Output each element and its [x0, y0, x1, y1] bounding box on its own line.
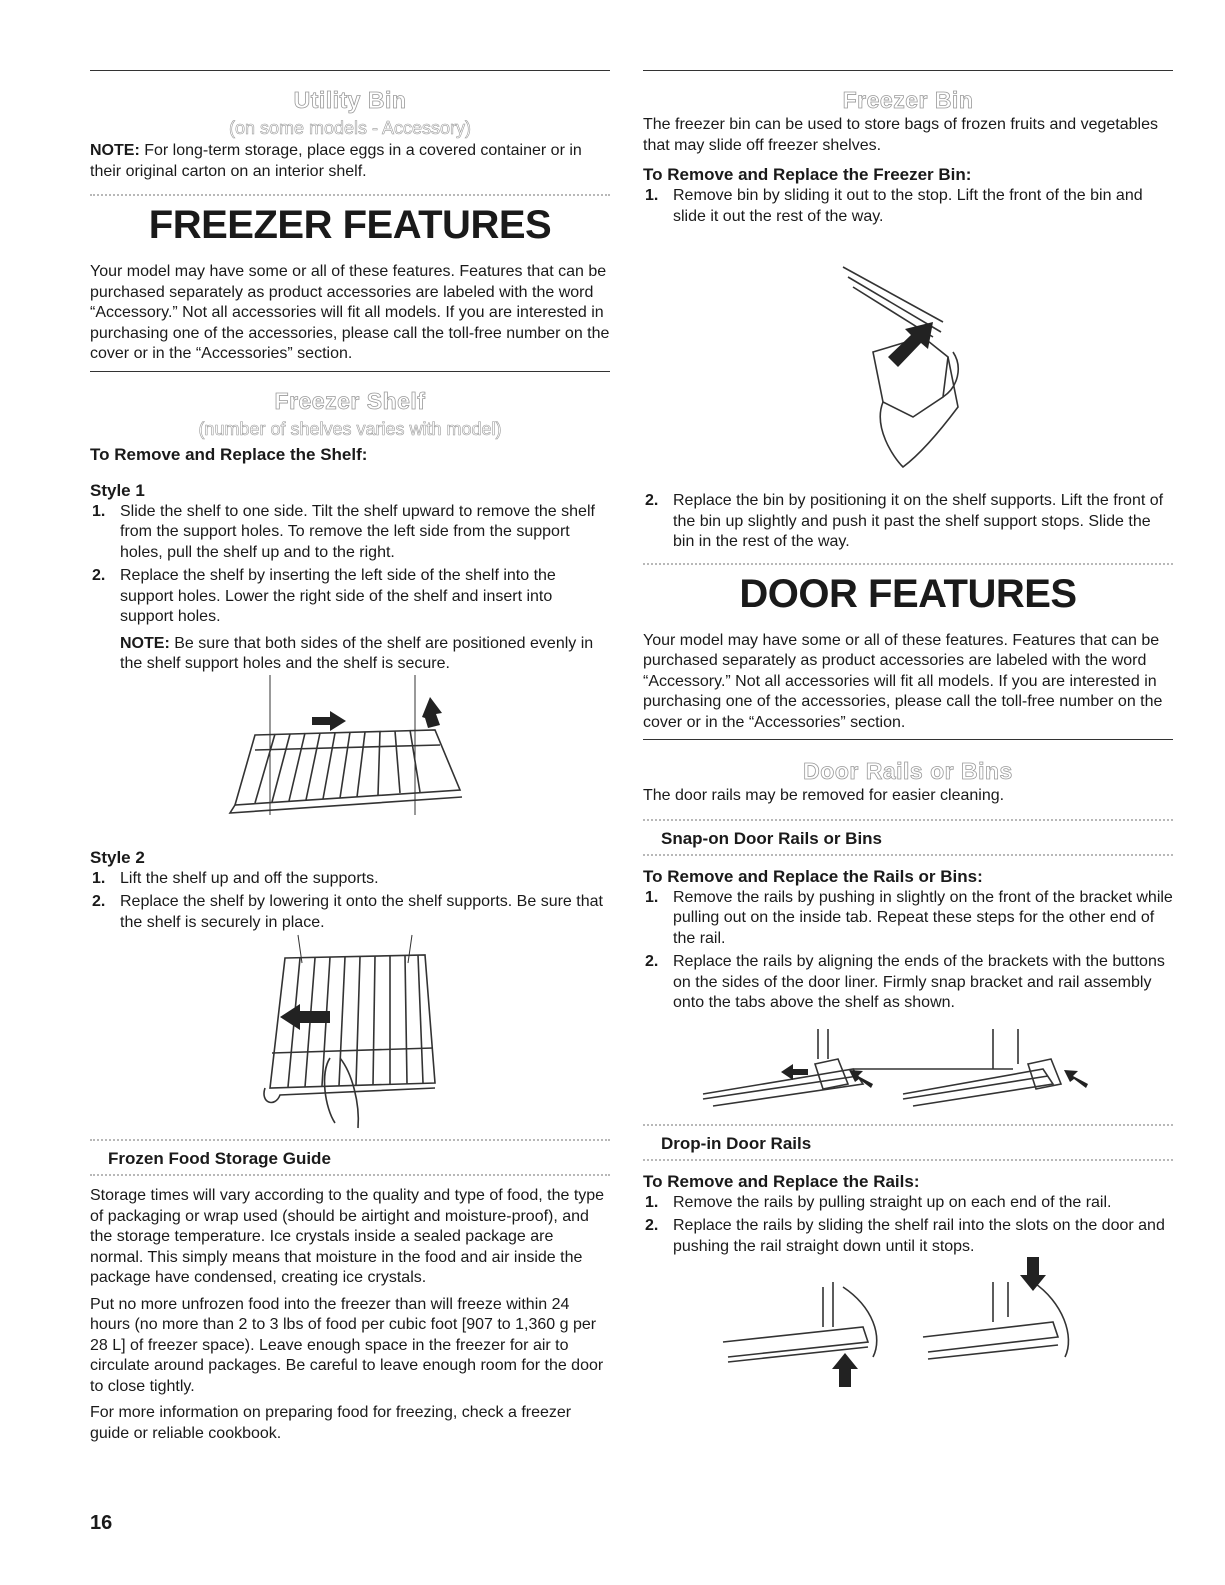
- frozen-guide-paragraph-3: For more information on preparing food for freezing, check a freezer guide or reliable cookbook.: [90, 1404, 572, 1442]
- dropin-title: Drop-in Door Rails: [661, 1133, 812, 1153]
- arrow-up-icon: [832, 1353, 858, 1387]
- arrow-left-icon: [1064, 1070, 1088, 1088]
- utility-bin-title: Utility Bin: [293, 87, 407, 113]
- list-item: 1. Lift the shelf up and off the supports.: [92, 869, 379, 887]
- freezer-features-title: FREEZER FEATURES: [148, 203, 552, 247]
- freezer-bin-steps-a: [643, 186, 1173, 227]
- freezer-bin-steps-b: [643, 491, 1173, 553]
- style1-note: NOTE: Be sure that both sides of the shelf are positioned evenly in the shelf support holes and the shelf is secure.: [120, 634, 594, 672]
- snapon-steps: [643, 888, 1173, 1014]
- list-item: 1. Slide the shelf to one side. Tilt the shelf upward to remove the shelf from the support holes. To remove the left side from the support holes, pull the shelf up and to the right.: [92, 502, 595, 561]
- freezer-bin-title: Freezer Bin: [842, 87, 974, 113]
- freezer-features-intro: Your model may have some or all of these features. Features that can be purchased separately as product accessories are labeled with the word “Accessory.” Not all accessories will fit all models. If you are interested in purchasing one of the accessories, please call the toll-free number on the cover or in the “Accessories” section.: [90, 263, 610, 362]
- style1-steps: [90, 502, 610, 675]
- arrow-right-icon: [312, 711, 346, 731]
- dropin-heading: To Remove and Replace the Rails:: [643, 1171, 920, 1191]
- snapon-heading: To Remove and Replace the Rails or Bins:: [643, 866, 983, 886]
- style2-steps: [90, 869, 610, 934]
- list-item: 2. Replace the shelf by inserting the left side of the shelf into the support holes. Lower the right side of the shelf and insert into support holes.: [92, 567, 556, 625]
- list-item: 2. Replace the rails by sliding the shelf rail into the slots on the door and pushing the rail straight down until it stops.: [645, 1217, 1165, 1255]
- arrow-left-icon: [280, 1004, 330, 1030]
- freezer-bin-illustration: [643, 227, 1173, 487]
- frozen-guide-paragraph-2: Put no more unfrozen food into the freezer than will freeze within 24 hours (no more than 2 to 3 lbs of food per cubic foot [907 to 1,360 g per 28 L] of freezer space). Leave enough space in the freezer for air to circulate around packages. Be careful to leave enough room for the door to close tightly.: [90, 1295, 604, 1395]
- freezer-bin-heading: To Remove and Replace the Freezer Bin:: [643, 165, 972, 184]
- door-rails-intro: The door rails may be removed for easier cleaning.: [643, 787, 1005, 804]
- dropin-steps: [643, 1193, 1173, 1258]
- list-item: 1. Remove the rails by pulling straight up on each end of the rail.: [645, 1193, 1112, 1211]
- dropin-rails-illustration: [643, 1257, 1173, 1387]
- arrow-up-icon: [422, 697, 442, 728]
- freezer-shelf-title: Freezer Shelf: [274, 387, 426, 414]
- door-rails-title: Door Rails or Bins: [803, 758, 1013, 784]
- utility-bin-note: NOTE: For long-term storage, place eggs in a covered container or in their original carton on an interior shelf.: [90, 142, 582, 180]
- list-item: 2. Replace the rails by aligning the ends of the brackets with the buttons on the sides of the door liner. Firmly snap bracket and rail assembly onto the tabs above the shelf as shown.: [645, 953, 1165, 1011]
- list-item: 1. Remove the rails by pushing in slightly on the front of the bracket while pulling out on the inside tab. Repeat these steps for the other end of the rail.: [645, 888, 1173, 947]
- style1-label: Style 1: [90, 480, 145, 500]
- right-column: [643, 70, 1173, 1387]
- style2-label: Style 2: [90, 847, 145, 867]
- left-column: [90, 70, 610, 1444]
- list-item: 2. Replace the shelf by lowering it onto the shelf supports. Be sure that the shelf is securely in place.: [92, 893, 603, 931]
- shelf-style2-illustration: [90, 933, 610, 1133]
- arrow-down-icon: [1020, 1257, 1046, 1291]
- utility-bin-subtitle: (on some models - Accessory): [228, 118, 472, 138]
- frozen-guide-paragraph-1: Storage times will vary according to the quality and type of food, the type of packaging or wrap used (should be airtight and moisture-proof), and the storage temperature. Ice crystals inside a sealed package are normal. This simply means that moisture in the food and air inside the package have condensed, creating ice crystals.: [90, 1187, 605, 1286]
- list-item: 2. Replace the bin by positioning it on the shelf supports. Lift the front of the bin up slightly and push it past the shelf support stops. Slide the bin in the rest of the way.: [645, 492, 1164, 550]
- list-item: 1. Remove bin by sliding it out to the stop. Lift the front of the bin and slide it out the rest of the way.: [645, 187, 1143, 225]
- shelf-style1-illustration: [90, 675, 610, 835]
- freezer-shelf-subtitle: (number of shelves varies with model): [198, 418, 502, 439]
- snapon-title: Snap-on Door Rails or Bins: [661, 828, 883, 848]
- shelf-heading: To Remove and Replace the Shelf:: [90, 444, 368, 464]
- freezer-bin-intro: The freezer bin can be used to store bags of frozen fruits and vegetables that may slide off freezer shelves.: [643, 116, 1158, 154]
- page-number: 16: [90, 1512, 113, 1534]
- door-features-title: DOOR FEATURES: [739, 571, 1077, 616]
- arrow-up-right-icon: [888, 322, 933, 367]
- frozen-guide-title: Frozen Food Storage Guide: [108, 1149, 331, 1168]
- door-features-intro: Your model may have some or all of these features. Features that can be purchased separately as product accessories are labeled with the word “Accessory.” Not all accessories will fit all models. If you are interested in purchasing one of the accessories, please call the toll-free number on the cover or in the “Accessories” section.: [643, 631, 1163, 731]
- snapon-rails-illustration: [643, 1014, 1173, 1114]
